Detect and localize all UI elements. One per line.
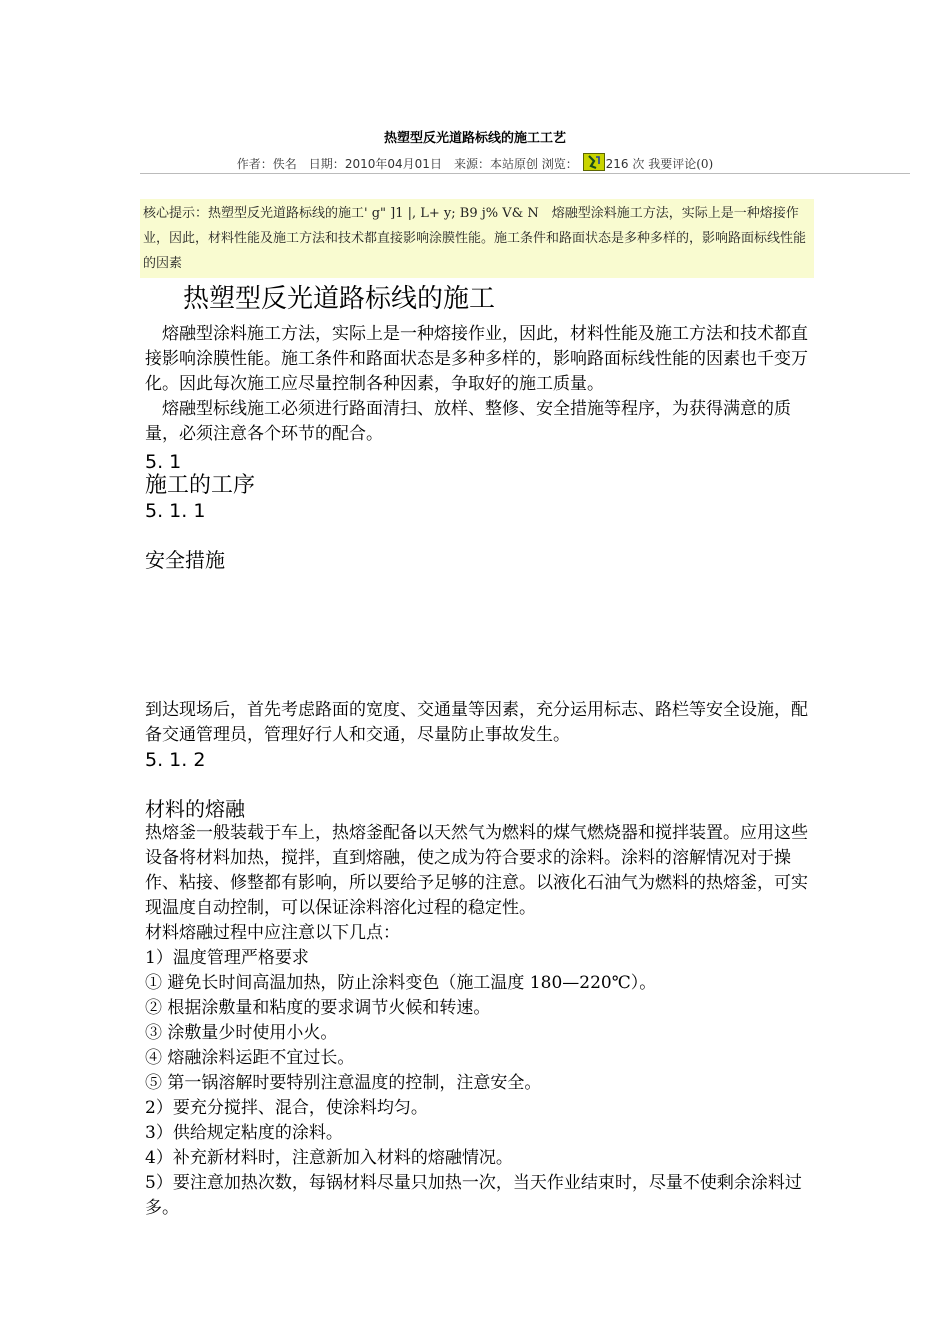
main-heading: 热塑型反光道路标线的施工 [183,284,496,314]
section-5-1-2-number: 5. 1. 2 [145,749,206,771]
list-line: 2）要充分搅拌、混合，使涂料均匀。 [145,1098,428,1118]
list-line: ⑤ 第一锅溶解时要特别注意温度的控制，注意安全。 [145,1073,542,1093]
list-line: ② 根据涂敷量和粘度的要求调节火候和转速。 [145,998,491,1018]
meta-source: 日 来源：本站原创 浏览： [429,157,578,171]
safety-text: 到达现场后，首先考虑路面的宽度、交通量等因素，充分运用标志、路栏等安全设施，配备交通管理员，管理好行人和交通，尽量防止事故发生。 [145,700,808,745]
section-5-1-2-title: 材料的熔融 [145,797,245,821]
list-line: ③ 涂敷量少时使用小火。 [145,1023,338,1043]
meta-month-unit: 月 [402,157,415,171]
melting-paragraph: 热熔釜一般装载于车上，热熔釜配备以天然气为燃料的煤气燃烧器和搅拌装置。应用这些设备将材料加热，搅拌，直到熔融，使之成为符合要求的涂料。涂料的溶解情况对于操作、粘接、修整都有影响，所以要给予足够的注意。以液化石油气为燃料的热熔釜，可实现温度自动控制，可以保证涂料溶化过程的稳定性。 [145,823,808,918]
melting-text [145,821,810,1221]
intro-paragraph: 熔融型标线施工必须进行路面清扫、放样、整修、安全措施等程序，为获得满意的质量，必须注意各个环节的配合。 [145,399,791,444]
section-5-1-1-title: 安全措施 [145,548,225,572]
meta-year: 2010 [344,157,376,171]
views-unit: 次 [632,157,645,171]
core-tip-box: 核心提示：热塑型反光道路标线的施工' g" ]1 |, L+ y; B9 j% V& N 熔融型涂料施工方法，实际上是一种熔接作业，因此，材料性能及施工方法和技术都直接影响涂膜性能。施工条件和路面状态是多种多样的，影响路面标线性能的因素 [140,199,814,278]
intro-text [145,322,810,447]
list-line: 1）温度管理严格要求 [145,948,309,968]
section-5-1-title: 施工的工序 [145,473,256,498]
section-5-1-number: 5. 1 [145,451,182,473]
meta-day: 01 [414,157,430,171]
document-title: 热塑型反光道路标线的施工工艺 [383,131,566,146]
meta-month: 04 [387,157,403,171]
meta-line [0,153,950,172]
list-line: 5）要注意加热次数，每锅材料尽量只加热一次，当天作业结束时，尽量不使剩余涂料过多。 [145,1173,802,1218]
list-line: 3）供给规定粘度的涂料。 [145,1123,343,1143]
header-divider [140,173,910,174]
views-count: 216 [605,157,629,171]
comment-link[interactable]: 我要评论(0) [648,157,714,171]
meta-year-unit: 年 [375,157,388,171]
pencil-icon [583,153,605,171]
list-line: 4）补充新材料时，注意新加入材料的熔融情况。 [145,1148,513,1168]
section-5-1-1-number: 5. 1. 1 [145,500,206,522]
list-line: ④ 熔融涂料运距不宜过长。 [145,1048,355,1068]
list-line: ① 避免长时间高温加热，防止涂料变色（施工温度 180—220℃）。 [145,973,657,993]
intro-paragraph: 熔融型涂料施工方法，实际上是一种熔接作业，因此，材料性能及施工方法和技术都直接影响涂膜性能。施工条件和路面状态是多种多样的，影响路面标线性能的因素也千变万化。因此每次施工应尽量控制各种因素，争取好的施工质量。 [145,324,808,394]
list-line: 材料熔融过程中应注意以下几点： [145,923,400,943]
meta-author: 作者：佚名 日期： [236,157,345,171]
